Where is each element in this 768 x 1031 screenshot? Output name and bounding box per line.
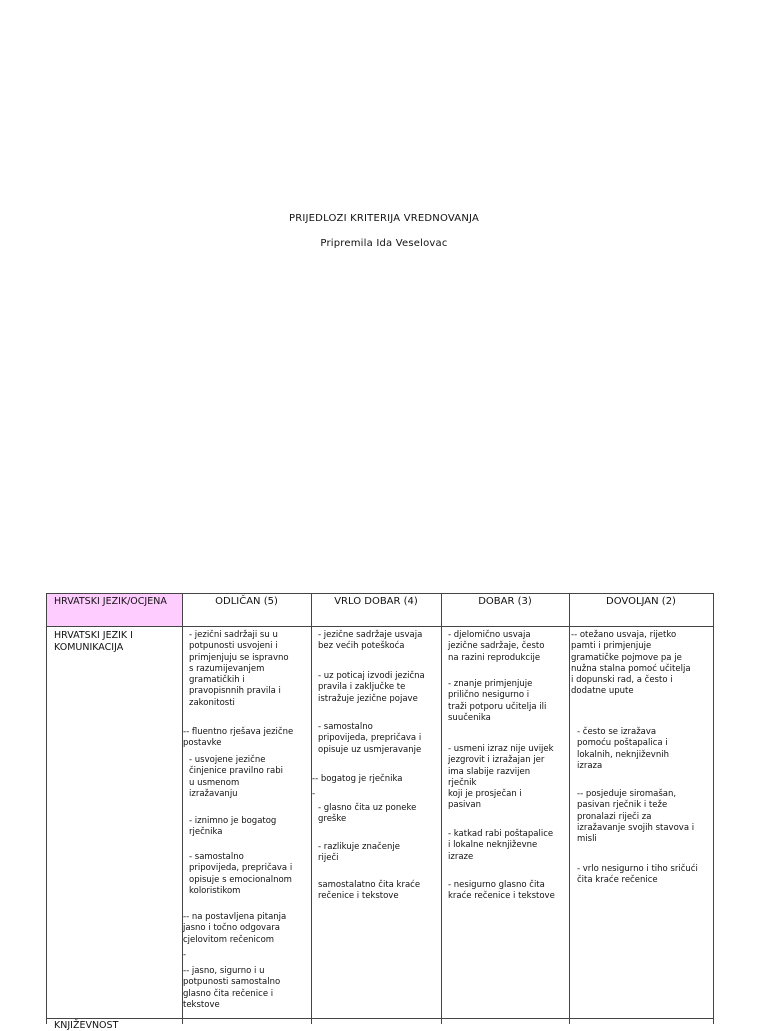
dovoljan-item: -- posjeduje siromašan, pasivan rječnik i teže pronalazi riječi za izražavanje svojih stavova i misli: [577, 789, 695, 845]
header-dobar: DOBAR (3): [478, 596, 532, 607]
odlican-item: -- fluentno rješava jezične postavke: [183, 727, 294, 749]
dobar-item: - usmeni izraz nije uvijek jezgrovit i izražajan jer ima slabije razvijen rječnik koji je prosječan i pasivan: [448, 744, 554, 811]
table-border-top: [46, 593, 714, 594]
row-label-komunikacija: HRVATSKI JEZIK I KOMUNIKACIJA: [54, 630, 133, 653]
dobar-item: - nesigurno glasno čita kraće rečenice i tekstove: [448, 880, 555, 902]
row-label-knjizevnost: KNJIŽEVNOST: [54, 1020, 119, 1031]
dobar-item: - katkad rabi poštapalice i lokalne neknjiževne izraze: [448, 829, 554, 862]
odlican-item: - usvojene jezične činjenice pravilno rabi u usmenom izražavanju: [189, 755, 283, 799]
vrlo-dobar-item: -: [312, 789, 316, 799]
dobar-item: - djelomično usvaja jezične sadržaje, često na razini reprodukcije: [448, 630, 545, 663]
table-border-col2: [311, 593, 312, 1024]
vrlo-dobar-item: - glasno čita uz poneke greške: [318, 803, 417, 825]
document-author: Pripremila Ida Veselovac: [320, 238, 448, 249]
table-border-col4: [569, 593, 570, 1024]
odlican-item: - samostalno pripovijeda, prepričava i opisuje s emocionalnom koloristikom: [189, 852, 293, 896]
odlican-item: -: [183, 950, 187, 960]
vrlo-dobar-item: - uz poticaj izvodi jezična pravila i zaključke te istražuje jezične pojave: [318, 671, 425, 704]
document-title: PRIJEDLOZI KRITERIJA VREDNOVANJA: [288, 213, 480, 224]
table-border-col3: [441, 593, 442, 1024]
dovoljan-item: -- otežano usvaja, rijetko pamti i primjenjuje gramatičke pojmove pa je nužna stalna pomoć učitelja i dopunski rad, a često i dodatne upute: [571, 630, 691, 697]
vrlo-dobar-item: -- bogatog je rječnika: [312, 774, 403, 784]
table-border-header: [46, 626, 714, 627]
dovoljan-item: - često se izražava pomoću poštapalica i lokalnih, neknjiževnih izraza: [577, 727, 669, 771]
header-subject: HRVATSKI JEZIK/OCJENA: [54, 596, 167, 607]
vrlo-dobar-item: samostalatno čita kraće rečenice i tekstove: [318, 880, 421, 902]
table-border-col0: [46, 593, 47, 1024]
odlican-item: - iznimno je bogatog rječnika: [189, 816, 277, 838]
vrlo-dobar-item: - samostalno pripovijeda, prepričava i opisuje uz usmjeravanje: [318, 722, 422, 755]
header-vrlo-dobar: VRLO DOBAR (4): [334, 596, 418, 607]
odlican-item: -- na postavljena pitanja jasno i točno odgovara cjelovitom rečenicom: [183, 912, 287, 945]
table-border-col5: [713, 593, 714, 1024]
odlican-item: -- jasno, sigurno i u potpunosti samostalno glasno čita rečenice i tekstove: [183, 966, 281, 1010]
dovoljan-item: - vrlo nesigurno i tiho sričući čita kraće rečenice: [577, 864, 698, 886]
table-border-row1: [46, 1018, 714, 1019]
dobar-item: - znanje primjenjuje prilično nesigurno i traži potporu učitelja ili suučenika: [448, 679, 547, 723]
odlican-item: - jezični sadržaji su u potpunosti usvojeni i primjenjuju se ispravno s razumijevanjem gramatičkih i pravopisnnih pravila i zakonitosti: [189, 630, 289, 708]
header-dovoljan: DOVOLJAN (2): [606, 596, 676, 607]
header-odlican: ODLIČAN (5): [215, 596, 278, 607]
vrlo-dobar-item: - razlikuje značenje riječi: [318, 842, 400, 864]
vrlo-dobar-item: - jezične sadržaje usvaja bez većih poteškoća: [318, 630, 423, 652]
